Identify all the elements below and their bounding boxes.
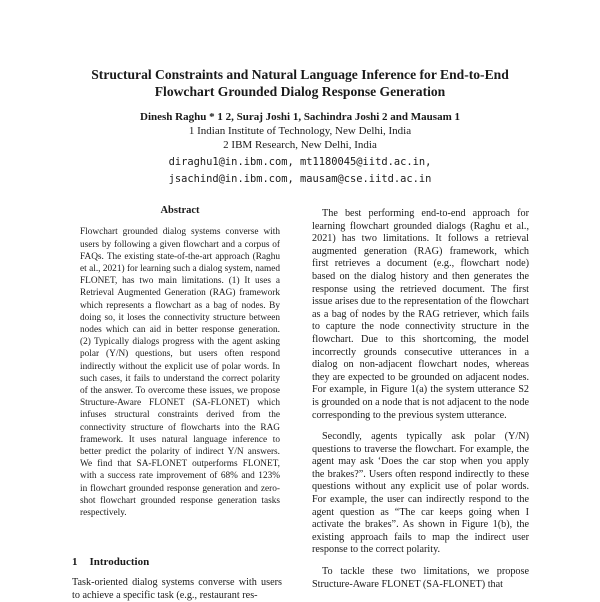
- body-paragraph-3: To tackle these two limitations, we propose Structure-Aware FLONET (SA-FLONET) that: [312, 566, 529, 590]
- section-number: 1: [72, 556, 78, 568]
- affiliation-1: 1 Indian Institute of Technology, New Delhi, India: [188, 125, 412, 137]
- affiliation-2: 2 IBM Research, New Delhi, India: [223, 139, 377, 151]
- abstract-heading: Abstract: [160, 205, 200, 216]
- email-line-2: jsachind@in.ibm.com, mausam@cse.iitd.ac.in: [168, 173, 432, 185]
- abstract-body: Flowchart grounded dialog systems converse with users by following a given flowchart and a corpus of FAQs. The existing state-of-the-art approach (Raghu et al., 2021) for learning such a dialog system, named FLONET, has two main limitations. (1) It uses a Retrieval Augmented Generation (RAG) framework which represents a flowchart as a bag of nodes. By doing so, it loses the connectivity structure between nodes which can aid in better response generation. (2) Typically dialogs progress with the agent asking polar (Y/N) questions, but users often respond indirectly without the explicit use of polar words. In such cases, it fails to understand the correct polarity of the answer. To overcome these issues, we propose Structure-Aware FLONET (SA-FLONET) which infuses structural constraints derived from the connectivity structure of flowcharts into the RAG framework. It uses natural language inference to better predict the polarity of indirect Y/N answers. We find that SA-FLONET outperforms FLONET, with a success rate improvement of 68% and 123% in flowchart grounded response generation and zero-shot flowchart grounded response generation tasks respectively.: [80, 227, 280, 518]
- section-title: Introduction: [89, 556, 150, 568]
- title-line-1: Structural Constraints and Natural Language Inference for End-to-End: [91, 67, 509, 82]
- body-paragraph-1: The best performing end-to-end approach for learning flowchart grounded dialogs (Raghu et al., 2021) has two limitations. It follows a retrieval augmented generation (RAG) framework, which first retrieves a document (e.g., flowchart node) based on the dialog history and then generates the response using the retrieved document. The first issue arises due to the representation of the flowchart as a bag of nodes by the RAG retriever, which fails to capture the node connectivity structure in the flowchart. Due to this shortcoming, the model incorrectly grounds consecutive utterances in a dialog on non-adjacent flowchart nodes, whereas they are expected to be grounded on adjacent nodes. For example, in Figure 1(a) the system utterance S2 is grounded on a node that is not adjacent to the node corresponding to the previous system utterance.: [312, 208, 529, 421]
- body-paragraph-2: Secondly, agents typically ask polar (Y/N) questions to traverse the flowchart. For example, the agent may ask ‘Does the car stop when you apply the brakes?”. Users often respond indirectly to these questions without any explicit use of polar words. For example, the user can indirectly respond to the agent question as “The car keeps going when I activate the brakes”. As shown in Figure 1(b), the existing approach fails to map the indirect user response to the correct polarity.: [312, 431, 529, 556]
- author-names: Dinesh Raghu * 1 2, Suraj Joshi 1, Sachindra Joshi 2 and Mausam 1: [140, 111, 460, 123]
- author-block: [40, 110, 560, 152]
- introduction-paragraph: Task-oriented dialog systems converse with users to achieve a specific task (e.g., restaurant res-: [72, 577, 282, 601]
- email-block: [40, 154, 560, 188]
- title-line-2: Flowchart Grounded Dialog Response Generation: [154, 84, 446, 99]
- right-column-body: [312, 208, 529, 591]
- paper-title: [40, 66, 560, 100]
- abstract-section: [80, 205, 280, 519]
- introduction-heading: [72, 556, 149, 568]
- email-line-1: diraghu1@in.ibm.com, mt1180045@iitd.ac.in,: [168, 156, 432, 168]
